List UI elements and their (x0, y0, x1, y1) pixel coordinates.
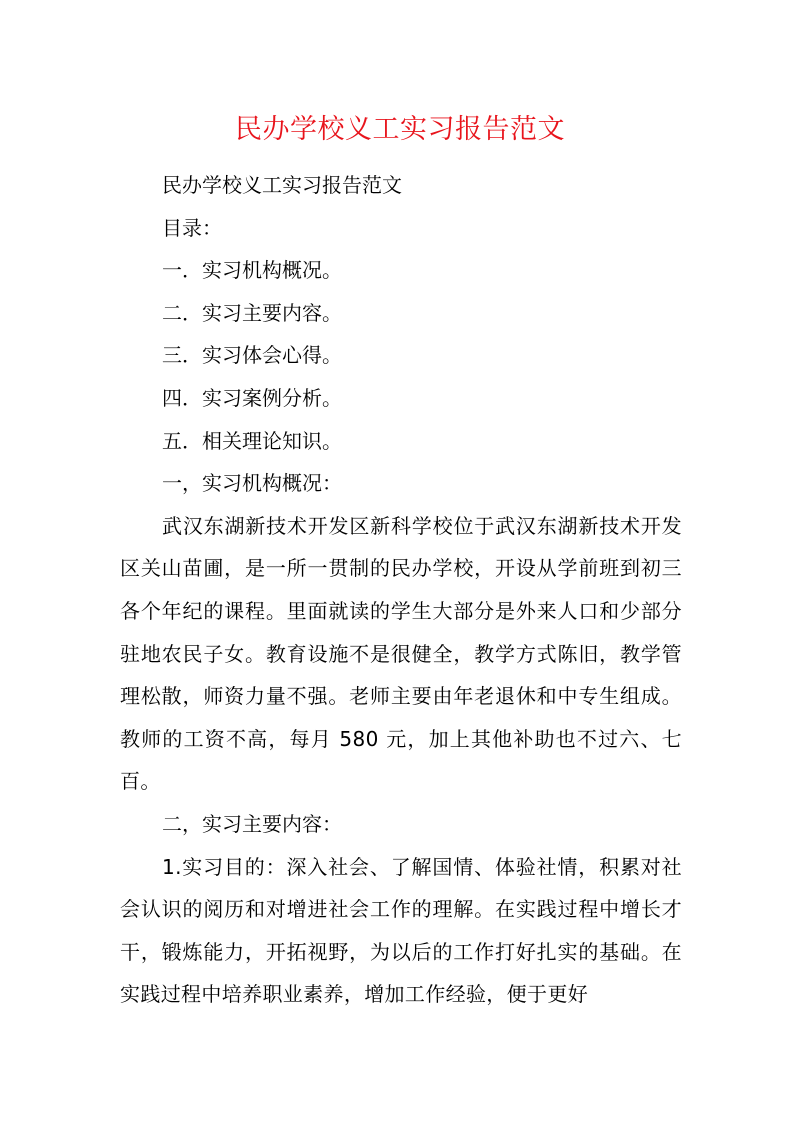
toc-item-4: 四．实习案例分析。 (162, 385, 342, 410)
section-heading-1: 一，实习机构概况： (162, 471, 342, 496)
subtitle-line: 民办学校义工实习报告范文 (162, 173, 402, 197)
section-heading-2: 二，实习主要内容： (162, 811, 342, 836)
toc-item-5: 五．相关理论知识。 (162, 428, 342, 453)
toc-item-2: 二．实习主要内容。 (162, 300, 342, 325)
toc-item-3: 三．实习体会心得。 (162, 343, 342, 368)
document-body (120, 164, 682, 1016)
section-2-paragraph: 1.实习目的：深入社会、了解国情、体验社情，积累对社会认识的阅历和对增进社会工作的理解。在实践过程中增长才干，锻炼能力，开拓视野，为以后的工作打好扎实的基础。在实践过程中培养职业素养，增加工作经验，便于更好 (120, 854, 682, 1007)
toc-item-1: 一．实习机构概况。 (162, 258, 342, 283)
document-title: 民办学校义工实习报告范文 (235, 114, 565, 145)
section-1-paragraph: 武汉东湖新技术开发区新科学校位于武汉东湖新技术开发区关山苗圃，是一所一贯制的民办学校，开设从学前班到初三各个年纪的课程。里面就读的学生大部分是外来人口和少部分驻地农民子女。教育设施不是很健全，教学方式陈旧，教学管理松散，师资力量不强。老师主要由年老退休和中专生组成。教师的工资不高，每月 580 元，加上其他补助也不过六、七百。 (120, 513, 682, 794)
toc-heading: 目录： (162, 215, 222, 240)
